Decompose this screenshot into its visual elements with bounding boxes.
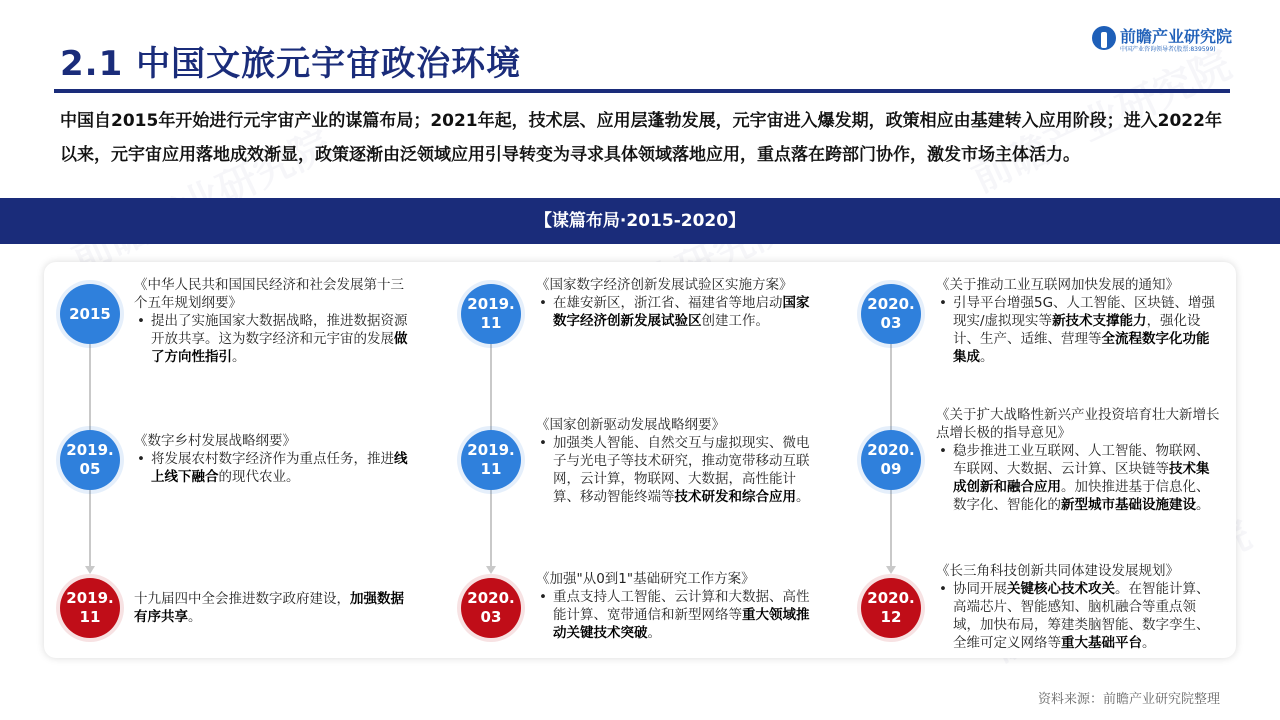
- brand-logo: [1092, 24, 1244, 54]
- policy-bullet: [936, 442, 1222, 514]
- timeline-arrow-icon: [886, 566, 896, 574]
- logo-subtitle: 中国产业咨询领导者(股票:839599): [1120, 46, 1216, 53]
- page-title: 2.1 中国文旅元宇宙政治环境: [60, 44, 522, 84]
- emphasis-text: 重大领域推动关键技术突破: [553, 607, 810, 641]
- policy-bullet: [536, 588, 818, 642]
- source-note: 资料来源：前瞻产业研究院整理: [1037, 692, 1220, 707]
- body-text: 。: [647, 625, 661, 641]
- date-circle: 2020. 03: [861, 284, 921, 344]
- body-text: 。: [1196, 497, 1210, 513]
- policy-bullet: [936, 294, 1222, 366]
- body-text: 。: [232, 349, 246, 365]
- date-circle: 2015: [60, 284, 120, 344]
- body-text: 的现代农业。: [218, 469, 300, 485]
- emphasis-text: 全流程数字化功能集成: [953, 331, 1210, 365]
- body-text: 重点支持人工智能、云计算和大数据、高性能计算、宽带通信和新型网络等: [553, 589, 810, 623]
- emphasis-text: 技术集成创新和融合应用: [953, 461, 1210, 495]
- policy-statement: [134, 590, 416, 626]
- timeline-entry: [936, 406, 1222, 514]
- policy-document-title: 《中华人民共和国国民经济和社会发展第十三个五年规划纲要》: [134, 277, 404, 311]
- title-rule: [54, 89, 1230, 93]
- body-text: 提出了实施国家大数据战略，推进数据资源开放共享。这为数字经济和元宇宙的发展: [151, 313, 408, 347]
- policy-document-title: 《长三角科技创新共同体建设发展规划》: [936, 563, 1179, 579]
- policy-document-title: 《关于扩大战略性新兴产业投资培育壮大新增长点增长极的指导意见》: [936, 407, 1220, 441]
- emphasis-text: 做了方向性指引: [151, 331, 408, 365]
- timeline-entry: [536, 276, 818, 330]
- body-text: 。: [188, 609, 202, 625]
- logo-icon: [1092, 26, 1116, 50]
- timeline-entry: [134, 276, 416, 366]
- emphasis-text: 关键核心技术攻关: [1007, 581, 1115, 597]
- emphasis-text: 国家数字经济创新发展试验区: [553, 295, 810, 329]
- intro-paragraph: 中国自2015年开始进行元宇宙产业的谋篇布局；2021年起，技术层、应用层蓬勃发展，元宇宙进入爆发期，政策相应由基建转入应用阶段；进入2022年以来，元宇宙应用落地成效渐显，政策逐渐由泛领域应用引导转变为寻求具体领域落地应用，重点落在跨部门协作，激发市场主体活力。: [60, 111, 1222, 165]
- timeline-arrow-icon: [85, 566, 95, 574]
- timeline-arrow-icon: [486, 566, 496, 574]
- logo-name: 前瞻产业研究院: [1120, 27, 1233, 46]
- body-text: 稳步推进工业互联网、人工智能、物联网、车联网、大数据、云计算、区块链等: [953, 443, 1210, 477]
- policy-document-title: 《国家数字经济创新发展试验区实施方案》: [536, 277, 793, 293]
- emphasis-text: 新技术支撑能力: [1052, 313, 1147, 329]
- body-text: 协同开展: [953, 581, 1007, 597]
- policy-document-title: 《数字乡村发展战略纲要》: [134, 433, 296, 449]
- emphasis-text: 新型城市基础设施建设: [1061, 497, 1196, 513]
- body-text: 十九届四中全会推进数字政府建设，: [134, 591, 350, 607]
- policy-document-title: 《加强"从0到1"基础研究工作方案》: [536, 571, 755, 587]
- body-text: 。: [980, 349, 994, 365]
- body-text: 。: [796, 489, 810, 505]
- body-text: 在雄安新区，浙江省、福建省等地启动: [553, 295, 783, 311]
- section-band: [0, 198, 1280, 244]
- emphasis-text: 技术研发和综合应用: [674, 489, 796, 505]
- emphasis-text: 加强数据有序共享: [134, 591, 404, 625]
- timeline-entry: [936, 562, 1222, 652]
- policy-bullet: [536, 434, 818, 506]
- body-text: 将发展农村数字经济作为重点任务，推进: [151, 451, 394, 467]
- emphasis-text: 重大基础平台: [1061, 635, 1142, 651]
- timeline-entry: [536, 416, 818, 506]
- body-text: 创建工作。: [701, 313, 769, 329]
- date-circle: 2019. 05: [60, 430, 120, 490]
- date-circle: 2020. 12: [861, 578, 921, 638]
- emphasis-text: 线上线下融合: [151, 451, 408, 485]
- body-text: 引导平台增强5G、人工智能、区块链、增强现实/虚拟现实等: [953, 295, 1216, 329]
- policy-bullet: [134, 312, 416, 366]
- date-circle: 2020. 03: [461, 578, 521, 638]
- date-circle: 2019. 11: [461, 284, 521, 344]
- policy-document-title: 《关于推动工业互联网加快发展的通知》: [936, 277, 1179, 293]
- body-text: 。: [1142, 635, 1156, 651]
- body-text: 加强类人智能、自然交互与虚拟现实、微电子与光电子等技术研究，推动宽带移动互联网，云计算，物联网、大数据，高性能计算、移动智能终端等: [553, 435, 810, 505]
- date-circle: 2019. 11: [461, 430, 521, 490]
- section-band-label: 【谋篇布局·2015-2020】: [534, 211, 746, 231]
- policy-bullet: [536, 294, 818, 330]
- timeline-entry: [536, 570, 818, 642]
- timeline-entry: [936, 276, 1222, 366]
- timeline-entry: [134, 590, 416, 626]
- policy-bullet: [134, 450, 416, 486]
- date-circle: 2019. 11: [60, 578, 120, 638]
- body-text: 。在智能计算、高端芯片、智能感知、脑机融合等重点领域，加快布局，筹建类脑智能、数字孪生、全维可定义网络等: [953, 581, 1210, 651]
- body-text: ，强化设计、生产、适维、营理等: [953, 313, 1201, 347]
- timeline-entry: [134, 432, 416, 486]
- policy-document-title: 《国家创新驱动发展战略纲要》: [536, 417, 725, 433]
- policy-bullet: [936, 580, 1222, 652]
- date-circle: 2020. 09: [861, 430, 921, 490]
- body-text: 。加快推进基于信息化、数字化、智能化的: [953, 479, 1210, 513]
